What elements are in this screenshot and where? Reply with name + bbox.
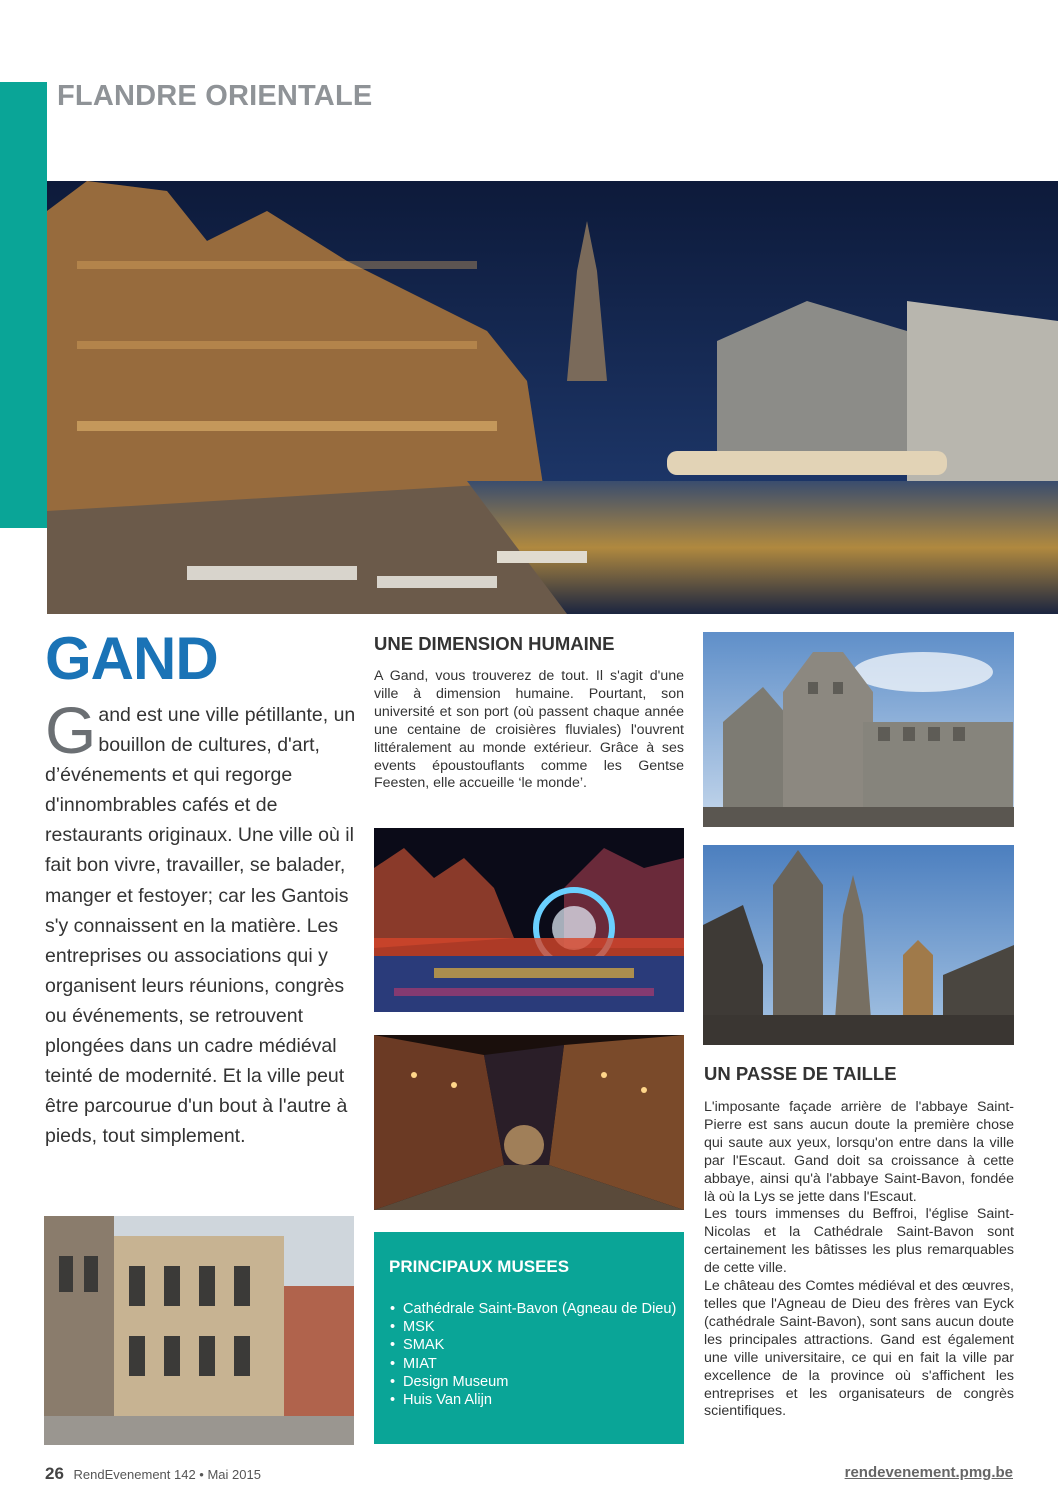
museums-list — [390, 1300, 676, 1409]
museums-heading: PRINCIPAUX MUSEES — [389, 1257, 570, 1276]
passe-text — [704, 1099, 1014, 1421]
intro-paragraph — [45, 693, 365, 1151]
dimension-text: A Gand, vous trouverez de tout. Il s'agit d'une ville à dimension humaine. Pourtant, son université et son port (où passent chaque année une centaine de croisières fluviales) l'ouvrent littéralement au monde extérieur. Grâce à ses events époustouflants comme les Gentse Feesten, elle accueille ‘le monde’. — [374, 668, 684, 792]
accent-bar — [0, 82, 47, 528]
towers-photo — [703, 845, 1014, 1045]
footer-issue — [45, 1464, 261, 1484]
festival-photo — [374, 828, 684, 1012]
list-item: • Cathédrale Saint-Bavon (Agneau de Dieu) — [390, 1300, 676, 1318]
hero-photo — [47, 181, 1058, 614]
passe-paragraph-2: Les tours immenses du Beffroi, l'église Saint-Nicolas et la Cathédrale Saint-Bavon sont certainement les bâtisses les plus remarquables de cette ville. — [704, 1206, 1014, 1277]
passe-heading: UN PASSE DE TAILLE — [704, 1063, 897, 1084]
page-number: 26 — [45, 1464, 64, 1483]
intro-text: and est une ville pétillante, un bouillon de cultures, d'art, d’événements et qui regorge d'innombrables cafés et de restaurants originaux. Une ville où il fait bon vivre, travailler, se balader, manger et festoyer; car les Gantois s'y connaissent en la matière. Les entreprises ou associations qui y organisent leurs réunions, congrès ou événements, se retrouvent plongées dans un cadre médiéval teinté de modernité. Et la ville peut être parcourue d'un bout à l'autre à pieds, tout simplement. — [45, 704, 356, 1148]
museums-box — [374, 1232, 684, 1444]
dimension-heading: UNE DIMENSION HUMAINE — [374, 633, 615, 654]
castle-photo — [703, 632, 1014, 827]
passe-paragraph-3: Le château des Comtes médiéval et des œuvres, telles que l'Agneau de Dieu des frères van Eyck (cathédrale Saint-Bavon), sont sans aucun doute les principales attractions. Gand est également une ville universitaire, ce qui en fait la ville par excellence de la province où s'affichent les entreprises et les organisateurs de congrès scientifiques. — [704, 1278, 1014, 1420]
list-item: • MIAT — [390, 1355, 676, 1373]
list-item: • Design Museum — [390, 1373, 676, 1391]
article-title: GAND — [45, 625, 218, 692]
passe-paragraph-1: L'imposante façade arrière de l'abbaye Saint-Pierre est sans aucun doute la première chose qui saute aux yeux, lorsqu'on entre dans la ville par l'Escaut. Gand doit sa croissance à cette abbaye, ainsi qu'à l'abbaye Saint-Bavon, fondée là où la Lys se jette dans l'Escaut. — [704, 1099, 1014, 1205]
drop-cap: G — [45, 693, 97, 767]
list-item: • SMAK — [390, 1336, 676, 1354]
list-item: • MSK — [390, 1318, 676, 1336]
issue-label: RendEvenement 142 • Mai 2015 — [73, 1467, 261, 1482]
section-title: FLANDRE ORIENTALE — [57, 80, 373, 112]
museum-photo — [44, 1216, 354, 1445]
website-link[interactable]: rendevenement.pmg.be — [844, 1464, 1013, 1481]
list-item: • Huis Van Alijn — [390, 1391, 676, 1409]
street-photo — [374, 1035, 684, 1210]
